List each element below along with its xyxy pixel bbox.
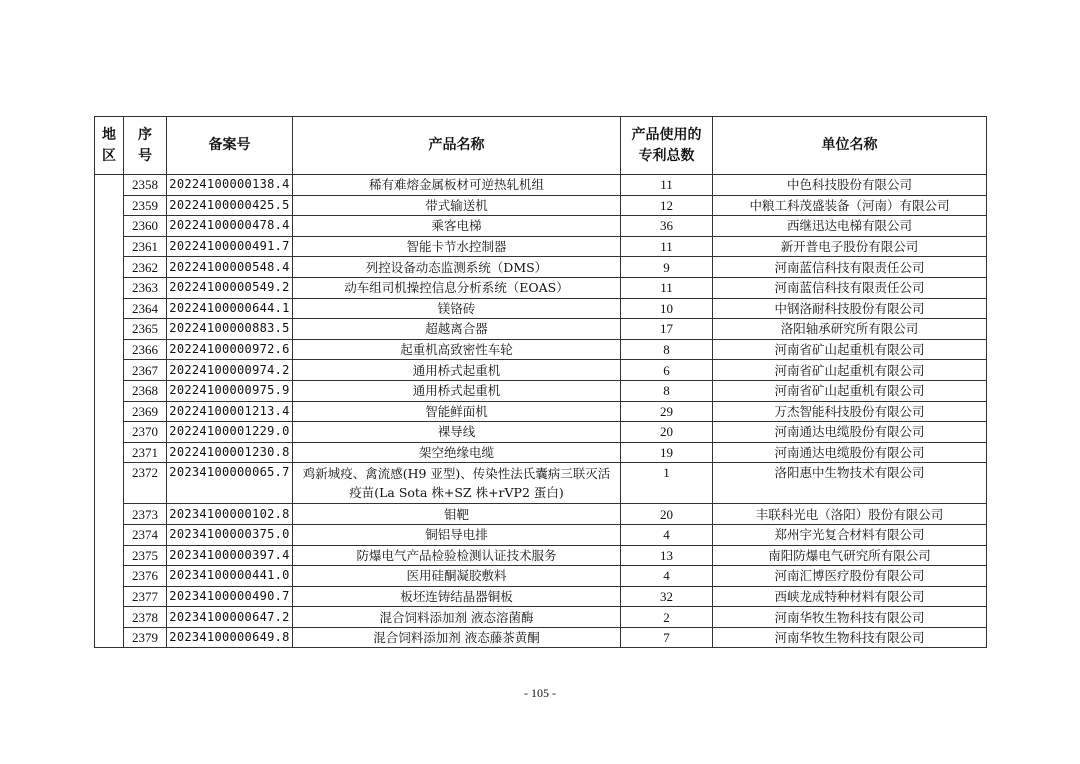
record-no-cell: 20224100000974.2 — [167, 360, 293, 381]
seq-cell: 2370 — [124, 422, 167, 443]
patent-count-cell: 7 — [621, 627, 713, 648]
table-row — [95, 380, 987, 401]
seq-cell: 2358 — [124, 175, 167, 196]
product-name-cell: 架空绝缘电缆 — [293, 442, 621, 463]
patent-count-cell: 11 — [621, 175, 713, 196]
patent-count-cell: 11 — [621, 277, 713, 298]
company-cell: 中钢洛耐科技股份有限公司 — [713, 298, 987, 319]
product-name-cell: 通用桥式起重机 — [293, 360, 621, 381]
header-region: 地区 — [95, 117, 124, 175]
product-name-cell: 混合饲料添加剂 液态溶菌酶 — [293, 607, 621, 628]
seq-cell: 2363 — [124, 277, 167, 298]
table-row — [95, 401, 987, 422]
product-name-cell: 智能鲜面机 — [293, 401, 621, 422]
table-body — [95, 175, 987, 648]
seq-cell: 2375 — [124, 545, 167, 566]
patent-count-cell: 4 — [621, 524, 713, 545]
patent-count-cell: 13 — [621, 545, 713, 566]
record-table — [94, 116, 987, 648]
header-patent-count: 产品使用的专利总数 — [621, 117, 713, 175]
patent-count-cell: 6 — [621, 360, 713, 381]
table-header-row — [95, 117, 987, 175]
patent-count-cell: 11 — [621, 236, 713, 257]
patent-count-cell: 17 — [621, 319, 713, 340]
product-name-cell: 铜铝导电排 — [293, 524, 621, 545]
company-cell: 河南华牧生物科技有限公司 — [713, 627, 987, 648]
product-name-cell: 起重机高致密性车轮 — [293, 339, 621, 360]
record-no-cell: 20224100000644.1 — [167, 298, 293, 319]
company-cell: 河南省矿山起重机有限公司 — [713, 339, 987, 360]
patent-count-cell: 8 — [621, 380, 713, 401]
table-row — [95, 422, 987, 443]
table-row — [95, 545, 987, 566]
record-no-cell: 20224100000425.5 — [167, 195, 293, 216]
company-cell: 中色科技股份有限公司 — [713, 175, 987, 196]
seq-cell: 2364 — [124, 298, 167, 319]
record-no-cell: 20234100000102.8 — [167, 504, 293, 525]
seq-cell: 2362 — [124, 257, 167, 278]
product-name-cell: 医用硅酮凝胶敷料 — [293, 566, 621, 587]
product-name-cell: 列控设备动态监测系统（DMS） — [293, 257, 621, 278]
table-row — [95, 442, 987, 463]
product-name-cell: 稀有难熔金属板材可逆热轧机组 — [293, 175, 621, 196]
patent-count-cell: 19 — [621, 442, 713, 463]
seq-cell: 2379 — [124, 627, 167, 648]
header-product-name: 产品名称 — [293, 117, 621, 175]
company-cell: 中粮工科茂盛装备（河南）有限公司 — [713, 195, 987, 216]
patent-count-cell: 1 — [621, 463, 713, 504]
seq-cell: 2378 — [124, 607, 167, 628]
product-name-cell: 钼靶 — [293, 504, 621, 525]
record-no-cell: 20224100000138.4 — [167, 175, 293, 196]
record-no-cell: 20234100000065.7 — [167, 463, 293, 504]
product-name-cell: 乘客电梯 — [293, 216, 621, 237]
seq-cell: 2361 — [124, 236, 167, 257]
record-no-cell: 20224100000972.6 — [167, 339, 293, 360]
table-row — [95, 257, 987, 278]
company-cell: 河南省矿山起重机有限公司 — [713, 360, 987, 381]
product-name-cell: 裸导线 — [293, 422, 621, 443]
seq-cell: 2377 — [124, 586, 167, 607]
table-row — [95, 627, 987, 648]
seq-cell: 2368 — [124, 380, 167, 401]
table-row — [95, 175, 987, 196]
patent-count-cell: 12 — [621, 195, 713, 216]
patent-count-cell: 9 — [621, 257, 713, 278]
company-cell: 郑州宇光复合材料有限公司 — [713, 524, 987, 545]
record-no-cell: 20234100000647.2 — [167, 607, 293, 628]
seq-cell: 2359 — [124, 195, 167, 216]
patent-count-cell: 8 — [621, 339, 713, 360]
product-name-cell: 超越离合器 — [293, 319, 621, 340]
company-cell: 河南华牧生物科技有限公司 — [713, 607, 987, 628]
company-cell: 丰联科光电（洛阳）股份有限公司 — [713, 504, 987, 525]
seq-cell: 2374 — [124, 524, 167, 545]
patent-count-cell: 10 — [621, 298, 713, 319]
record-no-cell: 20224100000549.2 — [167, 277, 293, 298]
product-name-cell: 带式输送机 — [293, 195, 621, 216]
product-name-cell: 板坯连铸结晶器铜板 — [293, 586, 621, 607]
record-no-cell: 20224100001229.0 — [167, 422, 293, 443]
product-name-cell: 镁铬砖 — [293, 298, 621, 319]
company-cell: 河南蓝信科技有限责任公司 — [713, 277, 987, 298]
table-row — [95, 607, 987, 628]
header-record-no: 备案号 — [167, 117, 293, 175]
record-no-cell: 20224100000548.4 — [167, 257, 293, 278]
record-no-cell: 20224100000975.9 — [167, 380, 293, 401]
table-row — [95, 463, 987, 504]
record-no-cell: 20224100000883.5 — [167, 319, 293, 340]
product-name-cell: 动车组司机操控信息分析系统（EOAS） — [293, 277, 621, 298]
company-cell: 西继迅达电梯有限公司 — [713, 216, 987, 237]
patent-count-cell: 20 — [621, 504, 713, 525]
table-row — [95, 360, 987, 381]
patent-count-cell: 36 — [621, 216, 713, 237]
record-no-cell: 20234100000375.0 — [167, 524, 293, 545]
seq-cell: 2373 — [124, 504, 167, 525]
company-cell: 河南通达电缆股份有限公司 — [713, 422, 987, 443]
seq-cell: 2372 — [124, 463, 167, 504]
table-row — [95, 524, 987, 545]
seq-cell: 2366 — [124, 339, 167, 360]
record-no-cell: 20234100000397.4 — [167, 545, 293, 566]
product-name-cell: 智能卡节水控制器 — [293, 236, 621, 257]
header-company: 单位名称 — [713, 117, 987, 175]
record-no-cell: 20234100000490.7 — [167, 586, 293, 607]
patent-count-cell: 29 — [621, 401, 713, 422]
seq-cell: 2369 — [124, 401, 167, 422]
record-no-cell: 20234100000649.8 — [167, 627, 293, 648]
table-row — [95, 216, 987, 237]
record-no-cell: 20224100001213.4 — [167, 401, 293, 422]
patent-count-cell: 20 — [621, 422, 713, 443]
company-cell: 河南蓝信科技有限责任公司 — [713, 257, 987, 278]
company-cell: 洛阳轴承研究所有限公司 — [713, 319, 987, 340]
table-row — [95, 586, 987, 607]
seq-cell: 2376 — [124, 566, 167, 587]
table-row — [95, 195, 987, 216]
product-name-cell: 混合饲料添加剂 液态藤茶黄酮 — [293, 627, 621, 648]
record-no-cell: 20224100000491.7 — [167, 236, 293, 257]
table-row — [95, 566, 987, 587]
company-cell: 新开普电子股份有限公司 — [713, 236, 987, 257]
record-no-cell: 20234100000441.0 — [167, 566, 293, 587]
company-cell: 河南汇博医疗股份有限公司 — [713, 566, 987, 587]
table-row — [95, 339, 987, 360]
header-seq: 序号 — [124, 117, 167, 175]
company-cell: 南阳防爆电气研究所有限公司 — [713, 545, 987, 566]
product-name-cell: 通用桥式起重机 — [293, 380, 621, 401]
table-row — [95, 504, 987, 525]
product-name-cell: 防爆电气产品检验检测认证技术服务 — [293, 545, 621, 566]
company-cell: 洛阳惠中生物技术有限公司 — [713, 463, 987, 504]
region-cell — [95, 175, 124, 648]
seq-cell: 2367 — [124, 360, 167, 381]
record-no-cell: 20224100000478.4 — [167, 216, 293, 237]
table-row — [95, 298, 987, 319]
page-number: - 105 - — [524, 686, 556, 700]
product-name-cell: 鸡新城疫、禽流感(H9 亚型)、传染性法氏囊病三联灭活疫苗(La Sota 株+SZ 株+rVP2 蛋白) — [293, 463, 621, 504]
company-cell: 西峡龙成特种材料有限公司 — [713, 586, 987, 607]
record-table-container — [94, 116, 986, 648]
table-row — [95, 319, 987, 340]
patent-count-cell: 4 — [621, 566, 713, 587]
record-no-cell: 20224100001230.8 — [167, 442, 293, 463]
patent-count-cell: 2 — [621, 607, 713, 628]
patent-count-cell: 32 — [621, 586, 713, 607]
company-cell: 万杰智能科技股份有限公司 — [713, 401, 987, 422]
seq-cell: 2360 — [124, 216, 167, 237]
seq-cell: 2365 — [124, 319, 167, 340]
company-cell: 河南省矿山起重机有限公司 — [713, 380, 987, 401]
seq-cell: 2371 — [124, 442, 167, 463]
company-cell: 河南通达电缆股份有限公司 — [713, 442, 987, 463]
table-row — [95, 277, 987, 298]
table-row — [95, 236, 987, 257]
